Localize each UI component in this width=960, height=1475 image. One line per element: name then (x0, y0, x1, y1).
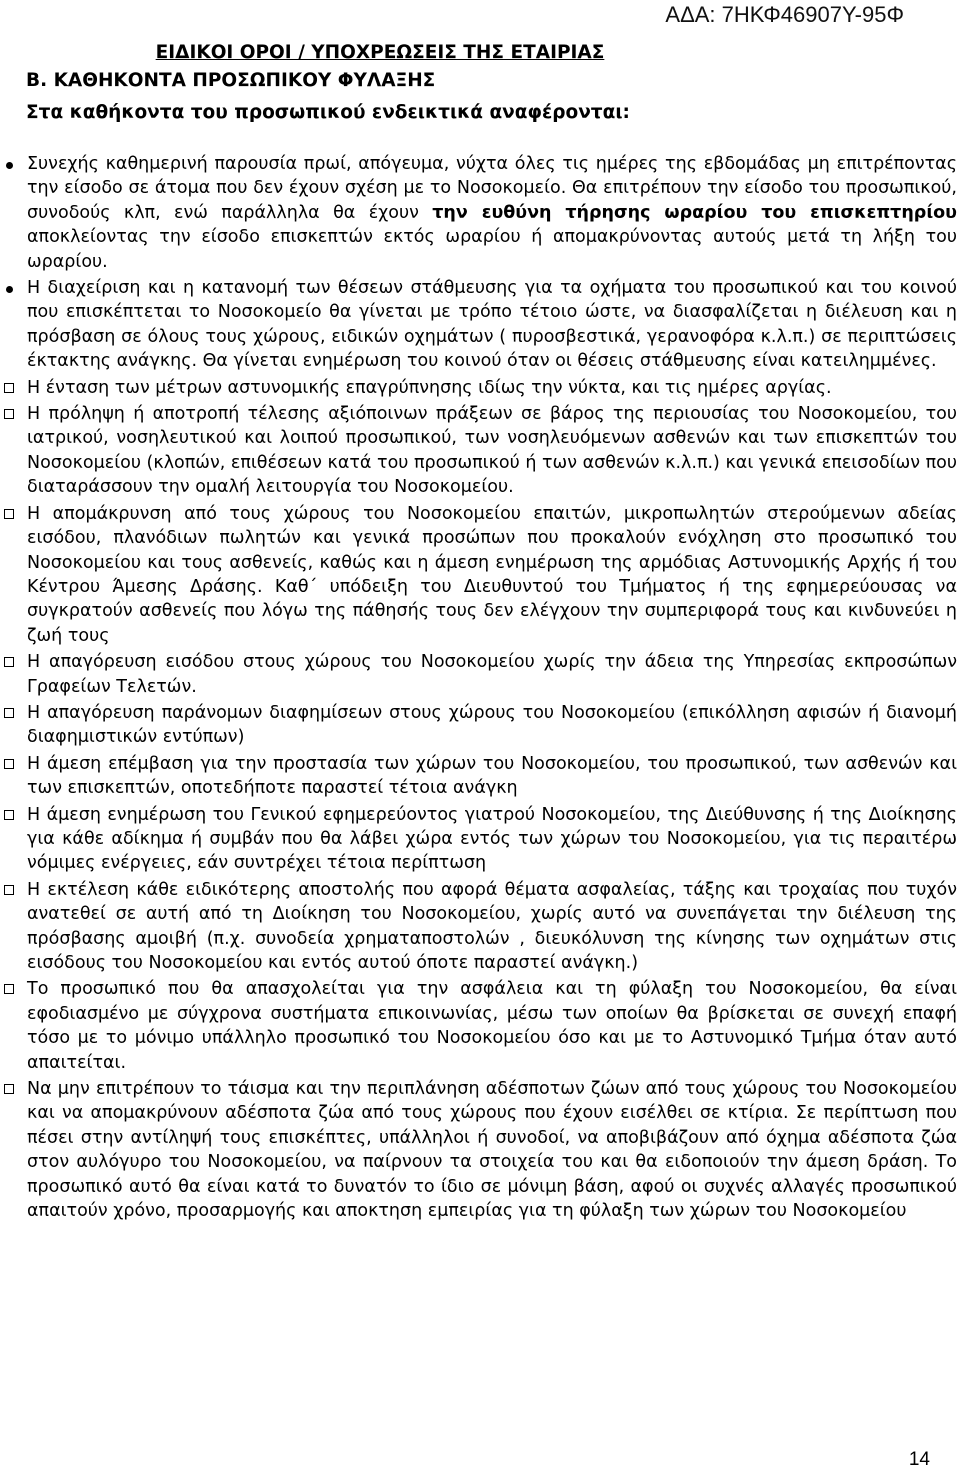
list-item (27, 878, 957, 976)
checkbox-square-icon (3, 376, 14, 400)
list-item (27, 752, 957, 801)
paragraph: Η εκτέλεση κάθε ειδικότερης αποστολής που αφορά θέματα ασφαλείας, τάξης και τροχαίας που τυχόν ανατεθεί σε αυτή από τη Διοίκηση του Νοσοκομείου, χωρίς αυτό να συνεπάγεται την διέλευση της πρόσβασης αμοιβή (π.χ. συνοδεία χρηματαποστολών , διευκόλυνση της κίνησης των οχημάτων στις εισόδους του Νοσοκομείου και εντός αυτού όποτε παραστεί ανάγκη.) (27, 879, 957, 973)
list-item (27, 977, 957, 1075)
paragraph: Το προσωπικό που θα απασχολείται για την ασφάλεια και τη φύλαξη του Νοσοκομείου, θα είναι εφοδιασμένο με σύγχρονα συστήματα επικοινωνίας, μέσω των οποίων θα βρίσκεται σε συνεχή επαφή τόσο με το μόνιμο υπάλληλο προσωπικό του Νοσοκομείου όσο και με το Αστυνομικό Τμήμα όταν αυτό απαιτείται. (27, 979, 957, 1073)
checkbox-square-icon (3, 1077, 14, 1101)
checkbox-square-icon (3, 977, 14, 1001)
ada-code: ΑΔΑ: 7ΗΚΦ46907Υ-95Φ (665, 2, 904, 27)
paragraph: Η απαγόρευση εισόδου στους χώρους του Νοσοκομείου χωρίς την άδεια της Υπηρεσίας εκπροσώπων Γραφείων Τελετών. (27, 652, 957, 697)
paragraph: Η διαχείριση και η κατανομή των θέσεων στάθμευσης για τα οχήματα του προσωπικού και του κοινού που επισκέπτεται το Νοσοκομείο θα γίνεται με τρόπο τέτοιο ώστε, να διασφαλίζεται η διέλευση και η πρόσβαση σε όλους τους χώρους, ειδικών οχημάτων ( πυροσβεστικά, γερανοφόρα κ.λ.π.) σε περιπτώσεις έκτακτης ανάγκης. Θα γίνεται ενημέρωση του κοινού όταν οι θέσεις στάθμευσης είναι κατειλημμένες. (27, 278, 957, 372)
bullet-icon (3, 276, 13, 300)
bullet-icon (3, 152, 13, 176)
document-body (27, 152, 957, 1225)
paragraph: Η πρόληψη ή αποτροπή τέλεσης αξιόποινων πράξεων σε βάρος της περιουσίας του Νοσοκομείου, του ιατρικού, νοσηλευτικού και λοιπού προσωπικού, των νοσηλευόμενων ασθενών και των επισκεπτών του Νοσοκομείου (κλοπών, επιθέσεων κατά του προσωπικού ή των ασθενών κ.λ.π.) και γενικά επεισοδίων που διαταράσσουν την ομαλή λειτουργία του Νοσοκομείου. (27, 404, 957, 498)
checkbox-square-icon (3, 402, 14, 426)
paragraph: Η απαγόρευση παράνομων διαφημίσεων στους χώρους του Νοσοκομείου (επικόλληση αφισών ή διανομή διαφημιστικών εντύπων) (27, 702, 957, 748)
checkbox-square-icon (3, 878, 14, 902)
page-number: 14 (908, 1449, 930, 1470)
bullet-item (27, 276, 957, 374)
checkbox-square-icon (3, 803, 14, 827)
checkbox-square-icon (3, 502, 14, 526)
paragraph: Η άμεση ενημέρωση του Γενικού εφημερεύοντος γιατρού Νοσοκομείου, της Διεύθυνσης ή της Διοίκησης για κάθε αδίκημα ή συμβάν που θα λάβει χώρα εντός των χώρων του Νοσοκομείου, για τις περαιτέρω νόμιμες ενέργειες, εάν συντρέχει τέτοια περίπτωση (27, 804, 957, 874)
checkbox-square-icon (3, 650, 14, 674)
checkbox-square-icon (3, 752, 14, 776)
list-item (27, 376, 957, 400)
intro-text: Στα καθήκοντα του προσωπικού ενδεικτικά αναφέρονται: (26, 102, 630, 123)
list-item (27, 650, 957, 699)
paragraph: Συνεχής καθημερινή παρουσία πρωί, απόγευμα, νύχτα όλες τις ημέρες της εβδομάδας μη επιτρέποντας την είσοδο σε άτομα που δεν έχουν σχέση με το Νοσοκομείο. Θα επιτρέπουν την είσοδο του προσωπικού, συνοδούς κλπ, ενώ παράλληλα θα έχουν την ευθύνη τήρησης ωραρίου του επισκεπτηρίου αποκλείοντας την είσοδο επισκεπτών εκτός ωραρίου ή απομακρύνοντας αυτούς μετά τη λήξη του ωραρίου. (27, 154, 957, 272)
list-item (27, 502, 957, 648)
paragraph: Να μην επιτρέπουν το τάισμα και την περιπλάνηση αδέσποτων ζώων από τους χώρους του Νοσοκομείου και να απομακρύνουν αδέσποτα ζώα από τους χώρους που έχουν εισέλθει σε κτίρια. Σε περίπτωση που πέσει στην αντίληψή τους επισκέπτες, υπάλληλοι ή συνοδοί, να αποβιβάζουν από όχημα αδέσποτα ζώα στον αυλόγυρο του Νοσοκομείου, να παίρνουν τα στοιχεία του και θα ειδοποιούν την άμεση δράση. Το προσωπικό αυτό θα είναι κατά το δυνατόν το ίδιο σε μόνιμη βάση, αφού οι συχνές αλλαγές προσωπικού απαιτούν χρόνο, προσαρμογής και αποκτηση εμπειρίας για τη φύλαξη των χώρων του Νοσοκομείου (27, 1079, 957, 1222)
bullet-item (27, 152, 957, 274)
list-item (27, 402, 957, 500)
paragraph: Η απομάκρυνση από τους χώρους του Νοσοκομείου επαιτών, μικροπωλητών στερούμενων αδείας εισόδου, πλανόδιων πωλητών και γενικά προσώπων που προκαλούν ενόχληση στο προσωπικό του Νοσοκομείου και τους ασθενείς, καθώς και η άμεση ενημέρωση της αρμόδιας Αστυνομικής Αρχής ή του Κέντρου Άμεσης Δράσης. Καθ΄ υπόδειξη του Διευθυντού του Τμήματος ή της εφημερεύουσας να συγκρατούν ασθενείς που λόγω της πάθησής τους δεν ελέγχουν την συμπεριφορά τους και κινδυνεύει η ζωή τους (27, 503, 957, 646)
page-title: ΕΙΔΙΚΟΙ ΟΡΟΙ / ΥΠΟΧΡΕΩΣΕΙΣ ΤΗΣ ΕΤΑΙΡΙΑΣ (155, 42, 605, 63)
list-item (27, 701, 957, 750)
checkbox-square-icon (3, 701, 14, 725)
list-item (27, 803, 957, 876)
emphasis-text: την ευθύνη τήρησης ωραρίου του επισκεπτηρίου (432, 202, 957, 223)
list-item (27, 1077, 957, 1223)
paragraph: Η άμεση επέμβαση για την προστασία των χώρων του Νοσοκομείου, του προσωπικού, των ασθενών και των επισκεπτών, οποτεδήποτε παραστεί τέτοια ανάγκη (27, 753, 957, 799)
section-heading: Β. ΚΑΘΗΚΟΝΤΑ ΠΡΟΣΩΠΙΚΟΥ ΦΥΛΑΞΗΣ (26, 70, 436, 91)
paragraph: Η ένταση των μέτρων αστυνομικής επαγρύπνησης ιδίως την νύκτα, και τις ημέρες αργίας. (27, 377, 832, 398)
